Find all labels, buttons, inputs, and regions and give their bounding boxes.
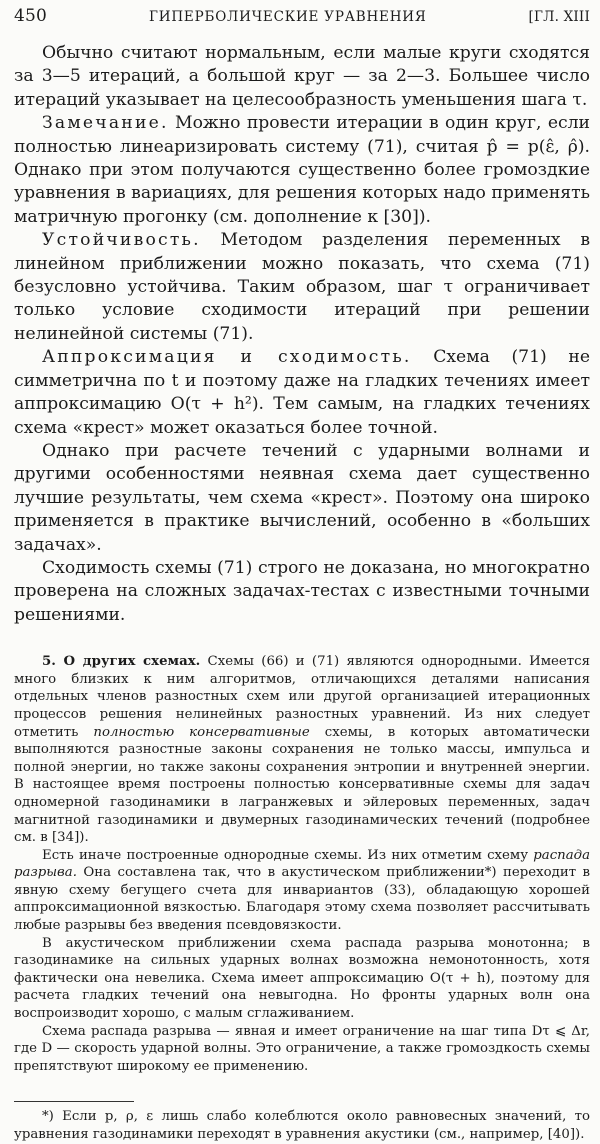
discontinuity-text-a: Есть иначе построенные однородные схемы. Из них отметим схему — [42, 847, 529, 863]
stability-heading: Устойчивость. — [42, 230, 201, 251]
paragraph-restriction: Схема распада разрыва — явная и имеет ограничение на шаг типа Dτ ⩽ Δr, где D — скорость ударной волны. Это ограничение, а также громоздкость схемы препятствуют широкому ее применению. — [14, 1023, 590, 1074]
paragraph-approximation — [14, 346, 590, 440]
running-title: ГИПЕРБОЛИЧЕСКИЕ УРАВНЕНИЯ — [149, 9, 427, 25]
section-other-schemes — [14, 653, 590, 1075]
paragraph-shock-waves: Однако при расчете течений с ударными волнами и другими особенностями неявная схема дает существенно лучшие результаты, чем схема «крест». Поэтому она широко применяется в практике вычислений, особенно в «больших задачах». — [14, 440, 590, 555]
paragraph-iterations: Обычно считают нормальным, если малые круги сходятся за 3—5 итераций, а большой круг — за 2—3. Большее число итераций указывает на целесообразность уменьшения шага τ. — [14, 43, 590, 110]
paragraph-stability — [14, 229, 590, 346]
footnote — [14, 1108, 590, 1143]
approximation-heading: Аппроксимация и сходимость. — [42, 347, 412, 368]
paragraph-acoustic: В акустическом приближении схема распада разрыва монотонна; в газодинамике на сильных ударных волнах возможна немонотонность, хотя фактически она невелика. Схема имеет аппроксимацию O(τ + h), поэтому для расчета гладких течений она невыгодна. Но фронты ударных волн она воспроизводит хорошо, с малым сглаживанием. — [14, 935, 590, 1022]
footnote-divider — [14, 1101, 134, 1102]
paragraph-convergence: Сходимость схемы (71) строго не доказана, но многократно проверена на сложных задачах-тестах с известными точными решениями. — [14, 557, 590, 625]
paragraph-other-schemes — [14, 653, 590, 847]
main-text — [14, 42, 590, 627]
paragraph-remark — [14, 112, 590, 229]
chapter-label: [ГЛ. XIII — [528, 9, 590, 25]
paragraph-discontinuity — [14, 847, 590, 935]
page-number: 450 — [14, 6, 48, 26]
section-heading: 5. О других схемах. — [42, 654, 201, 670]
discontinuity-text-b: Она составлена так, что в акустическом приближении*) переходит в явную схему бегущего счета для инвариантов (33), обладающую хорошей аппроксимационной вязкостью. Благодаря этому схема позволяет рассчитывать любые разрывы без введения псевдовязкости. — [14, 865, 590, 934]
stability-text: Методом разделения переменных в линейном приближении можно показать, что схема (71) безусловно устойчива. Таким образом, шаг τ ограничивает только условие сходимости итераций при решении нелинейной системы (71). — [14, 230, 590, 344]
footnote-text: *) Если p, ρ, ε лишь слабо колеблются около равновесных значений, то уравнения газодинамики переходят в уравнения акустики (см., например, [40]). — [14, 1109, 590, 1142]
other-schemes-text-b: схемы, в которых автоматически выполняются разностные законы сохранения не только массы, импульса и полной энергии, но также законы сохранения энтропии и внутренней энергии. В настоящее время построены полностью консервативные схемы для задач одномерной газодинамики в лагранжевых и эйлеровых переменных, задач магнитной газодинамики и двумерных газодинамических течений (подробнее см. в [34]). — [14, 724, 590, 846]
remark-text: Можно провести итерации в один круг, если полностью линеаризировать систему (71), считая p̂ = p(ε̂, ρ̂). Однако при этом получаются существенно более громоздкие уравнения в вариациях, для решения которых надо применять матричную прогонку (см. дополнение к [30]). — [14, 113, 590, 227]
approximation-text: Схема (71) не симметрична по t и поэтому даже на гладких течениях имеет аппроксимацию O(τ + h²). Тем самым, на гладких течениях схема «крест» может оказаться более точной. — [14, 347, 591, 438]
page-header — [14, 6, 590, 26]
term-discontinuity-decay: распада разрыва. — [14, 847, 591, 881]
other-schemes-text-a: Схемы (66) и (71) являются однородными. Имеется много близких к ним алгоритмов, отличающихся деталями написания отдельных членов разностных схем или другой организацией итерационных процессов решения нелинейных разностных уравнений. Из них следует отметить — [14, 654, 590, 740]
term-fully-conservative: полностью консервативные — [93, 724, 310, 740]
remark-heading: Замечание. — [42, 113, 169, 134]
